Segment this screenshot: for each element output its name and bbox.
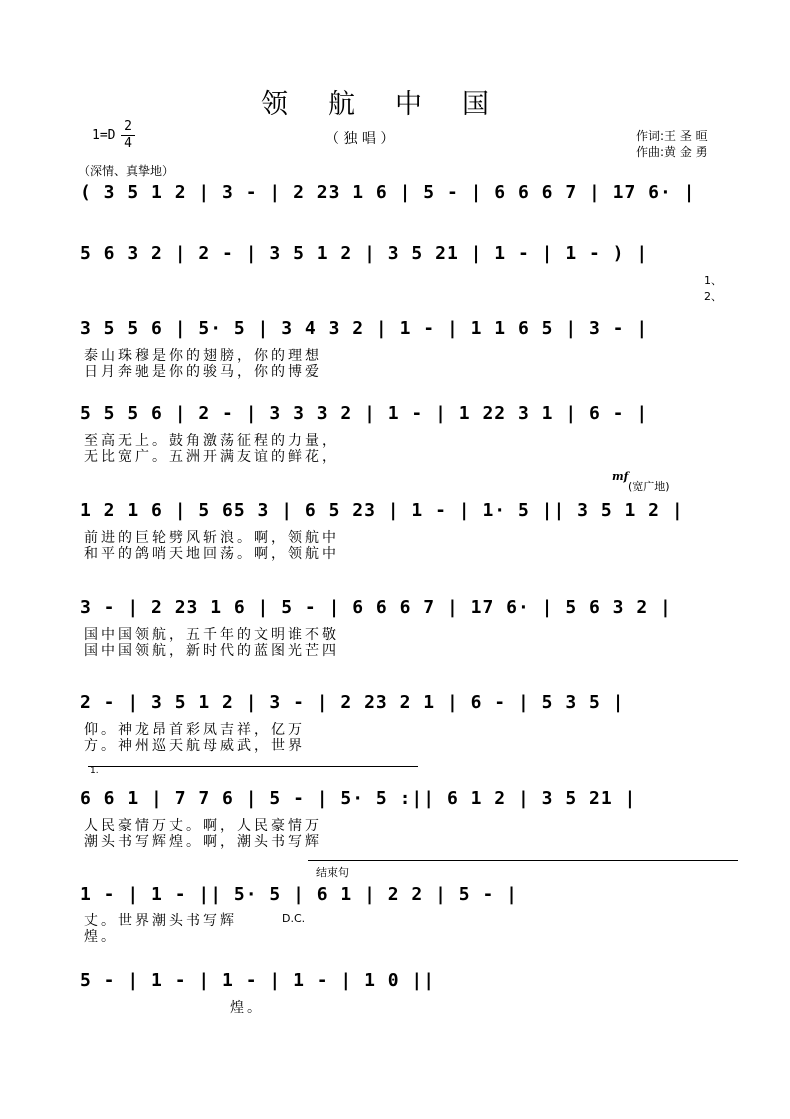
credits: [636, 128, 708, 160]
performance-type: （ 独 唱 ）: [325, 131, 395, 147]
expression-mark-2: (宽广地): [628, 480, 670, 493]
lyrics-system-7-verse-2: 方。神州巡天航母威武，世界: [84, 738, 305, 754]
composer: 作曲:黄 金 勇: [636, 145, 708, 159]
score-system-5: 1 2 1 6 | 5 65 3 | 6 5 23 | 1 - | 1· 5 || 3 5 1 2 |: [80, 500, 684, 521]
time-signature-top: 2: [124, 119, 132, 134]
key-signature: 1=D: [92, 128, 116, 143]
time-signature-bottom: 4: [124, 136, 132, 151]
lyrics-system-6-verse-1: 国中国领航，五千年的文明谁不敬: [84, 627, 339, 643]
score-system-3: 3 5 5 6 | 5· 5 | 3 4 3 2 | 1 - | 1 1 6 5 | 3 - |: [80, 318, 649, 339]
lyricist: 作词:王 圣 晅: [636, 129, 708, 143]
score-system-10: 5 - | 1 - | 1 - | 1 - | 1 0 ||: [80, 970, 436, 991]
lyrics-system-9-verse-2: 煌。: [84, 929, 118, 945]
score-system-8: 6 6 1 | 7 7 6 | 5 - | 5· 5 :|| 6 1 2 | 3 5 21 |: [80, 788, 637, 809]
lyrics-system-5-verse-2: 和平的鸽哨天地回荡。啊，领航中: [84, 546, 339, 562]
lyrics-system-3-verse-1: 泰山珠穆是你的翅膀，你的理想: [84, 348, 322, 364]
dc-mark: D.C.: [282, 912, 306, 925]
verse-mark-2: 2、: [704, 290, 722, 303]
coda-label: 结束句: [316, 866, 349, 879]
lyrics-system-10: 煌。: [230, 1000, 264, 1016]
score-system-7: 2 - | 3 5 1 2 | 3 - | 2 23 2 1 | 6 - | 5 3 5 |: [80, 692, 625, 713]
time-signature: [121, 120, 135, 151]
lyrics-system-8-verse-1: 人民豪情万丈。啊，人民豪情万: [84, 818, 322, 834]
lyrics-system-6-verse-2: 国中国领航，新时代的蓝图光芒四: [84, 643, 339, 659]
score-system-2: 5 6 3 2 | 2 - | 3 5 1 2 | 3 5 21 | 1 - | 1 - ) |: [80, 243, 649, 264]
first-ending-label: 1.: [90, 766, 99, 776]
score-system-9: 1 - | 1 - || 5· 5 | 6 1 | 2 2 | 5 - |: [80, 884, 518, 905]
lyrics-system-3-verse-2: 日月奔驰是你的骏马，你的博爱: [84, 364, 322, 380]
coda-bracket: [308, 860, 738, 861]
score-system-4: 5 5 5 6 | 2 - | 3 3 3 2 | 1 - | 1 22 3 1 | 6 - |: [80, 403, 649, 424]
score-system-1: ( 3 5 1 2 | 3 - | 2 23 1 6 | 5 - | 6 6 6 7 | 17 6· |: [80, 182, 696, 203]
page-title: 领航中国: [261, 89, 529, 120]
lyrics-system-5-verse-1: 前进的巨轮劈风斩浪。啊，领航中: [84, 530, 339, 546]
first-ending-bracket: [88, 766, 418, 767]
score-system-6: 3 - | 2 23 1 6 | 5 - | 6 6 6 7 | 17 6· | 5 6 3 2 |: [80, 597, 672, 618]
lyrics-system-4-verse-1: 至高无上。鼓角激荡征程的力量，: [84, 433, 339, 449]
lyrics-system-8-verse-2: 潮头书写辉煌。啊，潮头书写辉: [84, 834, 322, 850]
lyrics-system-9-verse-1: 丈。世界潮头书写辉: [84, 913, 237, 929]
dynamic-mark: mf: [612, 470, 629, 483]
verse-mark-1: 1、: [704, 274, 722, 287]
lyrics-system-7-verse-1: 仰。神龙昂首彩凤吉祥，亿万: [84, 722, 305, 738]
expression-mark: （深情、真挚地）: [78, 164, 175, 178]
lyrics-system-4-verse-2: 无比宽广。五洲开满友谊的鲜花，: [84, 449, 339, 465]
